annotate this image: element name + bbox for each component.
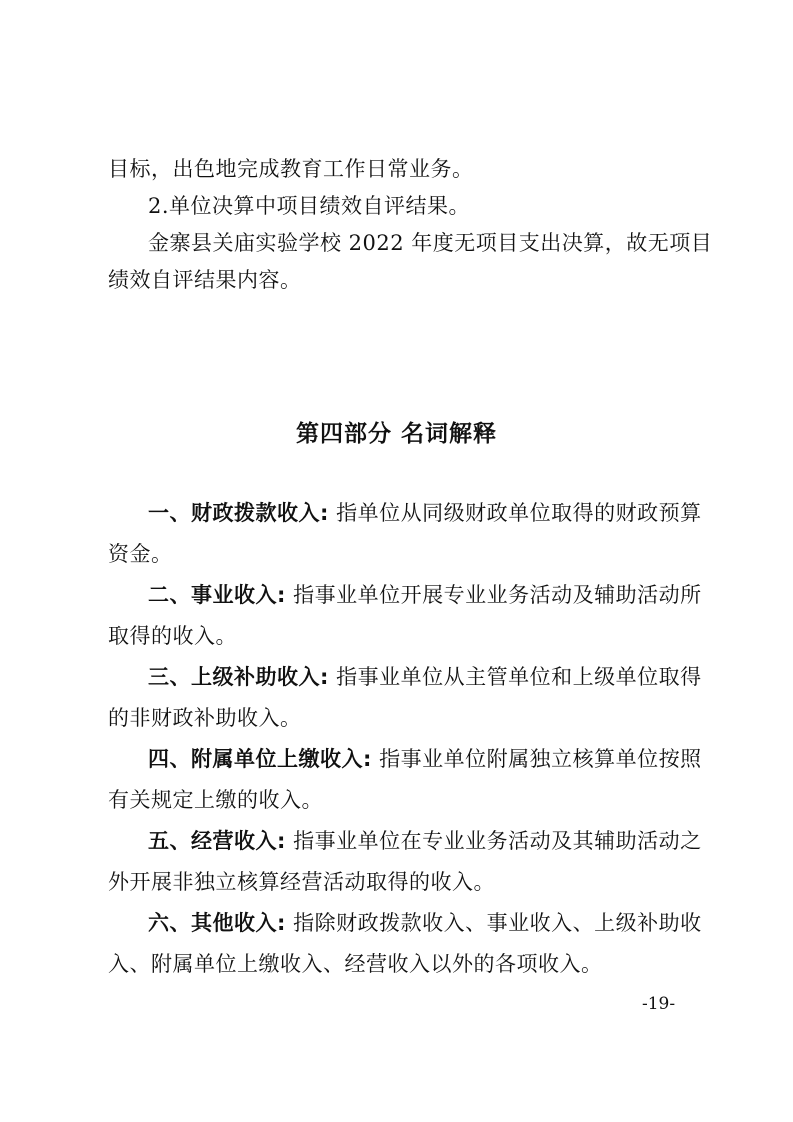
intro-line-1: 目标，出色地完成教育工作日常业务。 — [108, 157, 474, 181]
term-item — [148, 581, 702, 609]
term-label: 三、上级补助收入: — [148, 665, 329, 689]
section-title: 第四部分 名词解释 — [295, 421, 497, 447]
term-definition-continued: 外开展非独立核算经营活动取得的收入。 — [108, 870, 495, 894]
term-definition: 指事业单位开展专业业务活动及辅助活动所 — [293, 583, 702, 607]
term-item — [148, 827, 702, 855]
term-definition: 指除财政拨款收入、事业收入、上级补助收 — [293, 911, 702, 935]
term-item — [148, 499, 702, 527]
term-definition-continued: 的非财政补助收入。 — [108, 706, 302, 730]
term-label: 四、附属单位上缴收入: — [148, 747, 372, 771]
page-number: -19- — [642, 994, 676, 1014]
term-definition: 指事业单位附属独立核算单位按照 — [379, 747, 702, 771]
term-definition-continued: 入、附属单位上缴收入、经营收入以外的各项收入。 — [108, 952, 603, 976]
term-label: 一、财政拨款收入: — [148, 501, 329, 525]
term-definition-continued: 有关规定上缴的收入。 — [108, 788, 323, 812]
term-item — [148, 745, 702, 773]
term-item — [148, 909, 702, 937]
intro-line-3: 金寨县关庙实验学校 2022 年度无项目支出决算，故无项目 — [148, 231, 713, 255]
term-item — [148, 663, 702, 691]
term-definition-continued: 资金。 — [108, 542, 173, 566]
term-definition-continued: 取得的收入。 — [108, 624, 237, 648]
term-definition: 指事业单位在专业业务活动及其辅助活动之 — [293, 829, 702, 853]
term-label: 六、其他收入: — [148, 911, 286, 935]
intro-line-4: 绩效自评结果内容。 — [108, 268, 302, 292]
term-label: 五、经营收入: — [148, 829, 286, 853]
term-label: 二、事业收入: — [148, 583, 286, 607]
intro-line-2: 2.单位决算中项目绩效自评结果。 — [148, 194, 471, 218]
term-definition: 指事业单位从主管单位和上级单位取得 — [336, 665, 702, 689]
term-definition: 指单位从同级财政单位取得的财政预算 — [336, 501, 702, 525]
